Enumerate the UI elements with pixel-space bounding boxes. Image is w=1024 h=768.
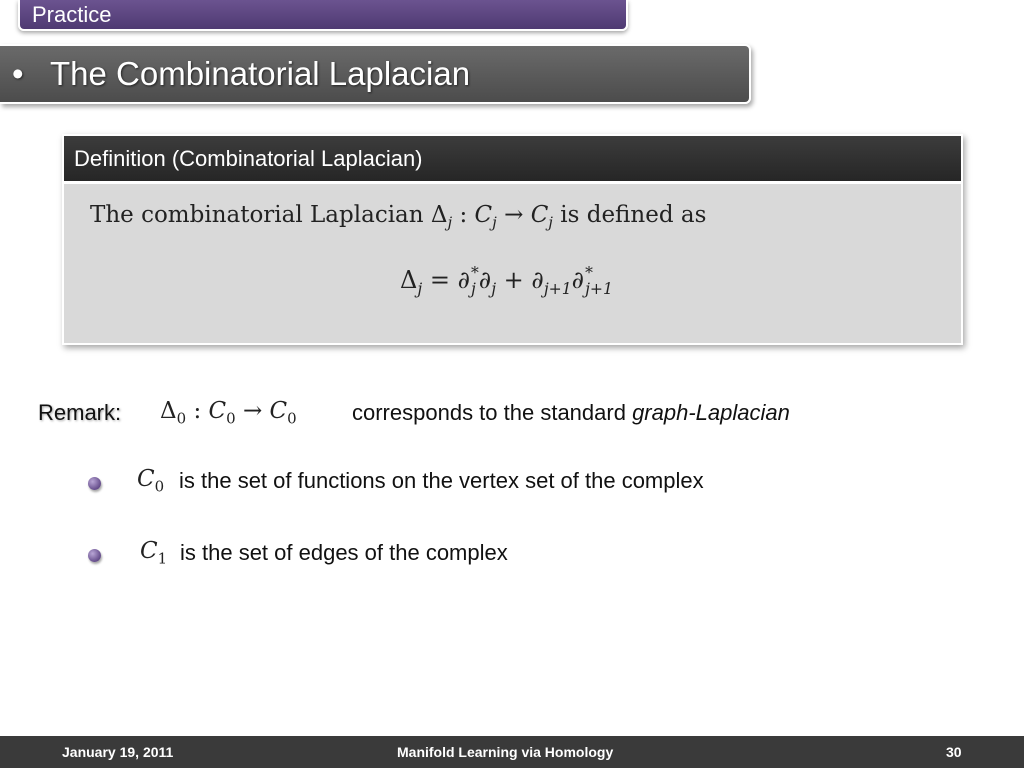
footer bbox=[0, 736, 1024, 768]
remark-label: Remark: bbox=[38, 400, 122, 425]
title-bullet: • bbox=[12, 55, 24, 92]
laplacian-equation: $\Delta_j$ = ∂ * j $\partial_j + \partial_{j+1}\partial$ * j+1 bbox=[400, 264, 613, 298]
remark-math: $\Delta_0$ : $C_0 \to C_0$ bbox=[160, 398, 297, 428]
bullet-text: is the set of edges of the complex bbox=[180, 540, 508, 565]
section-label: Practice bbox=[32, 2, 112, 27]
footer-title: Manifold Learning via Homology bbox=[397, 744, 614, 760]
definition-statement: The combinatorial Laplacian $\Delta_j$ : $C_j \to C_j$ is defined as bbox=[90, 202, 707, 232]
c1-math: $C_1$ bbox=[140, 538, 168, 568]
section-tab bbox=[18, 0, 628, 31]
definition-body bbox=[64, 184, 961, 344]
remark-emphasis: graph-Laplacian bbox=[632, 400, 790, 425]
definition-box bbox=[62, 134, 963, 345]
definition-text: The combinatorial Laplacian bbox=[90, 202, 431, 228]
title-bar bbox=[0, 44, 751, 104]
c-j-domain: $C_j$ bbox=[474, 202, 497, 232]
delta-j: $\Delta_j$ bbox=[430, 202, 453, 232]
bullet-text: is the set of functions on the vertex set of the complex bbox=[179, 468, 704, 493]
definition-header: Definition (Combinatorial Laplacian) bbox=[64, 136, 961, 184]
page-number: 30 bbox=[946, 744, 962, 760]
c-j-codomain: $C_j$ bbox=[530, 202, 553, 232]
slide-title: The Combinatorial Laplacian bbox=[50, 55, 471, 92]
bullet-dot-icon bbox=[88, 549, 101, 562]
footer-date: January 19, 2011 bbox=[62, 744, 174, 760]
bullet-dot-icon bbox=[88, 477, 101, 490]
remark-text: corresponds to the standard graph-Laplacian bbox=[352, 400, 790, 425]
c0-math: $C_0$ bbox=[137, 466, 165, 496]
